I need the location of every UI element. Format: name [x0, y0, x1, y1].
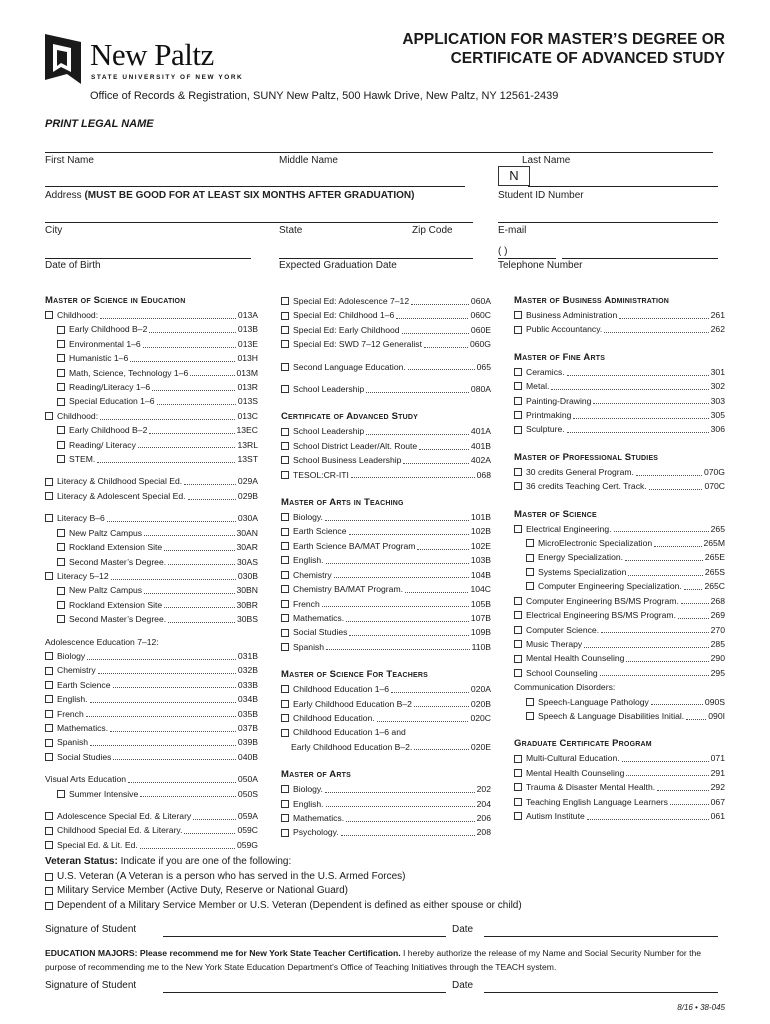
checkbox[interactable]	[514, 783, 522, 791]
checkbox[interactable]	[45, 572, 53, 580]
list-item[interactable]: Adolescence Special Ed. & Literary 059A	[45, 809, 258, 823]
checkbox[interactable]	[45, 681, 53, 689]
checkbox[interactable]	[45, 902, 53, 910]
list-item[interactable]: Second Master’s Degree. 30BS	[45, 612, 258, 626]
section-title: Master of Fine Arts	[514, 351, 606, 363]
checkbox[interactable]	[514, 769, 522, 777]
signature-label: Signature of Student	[45, 924, 137, 935]
list-item[interactable]: Special Education 1–6 013S	[45, 394, 258, 408]
dob-label: Date of Birth	[45, 260, 101, 271]
list-item[interactable]: Rockland Extension Site 30AR	[45, 540, 258, 554]
list-item[interactable]: Mathematics. 037B	[45, 721, 258, 735]
list-item[interactable]: Special Ed: SWD 7–12 Generalist 060G	[281, 337, 491, 351]
list-item[interactable]: Computer Engineering BS/MS Program. 268	[514, 594, 725, 608]
checkbox[interactable]	[526, 568, 534, 576]
list-item[interactable]: French 035B	[45, 707, 258, 721]
new-paltz-logo-mark-icon	[45, 34, 81, 84]
section-title: Graduate Certificate Program	[514, 738, 652, 750]
checkbox[interactable]	[57, 383, 65, 391]
list-item[interactable]: Childhood: 013C	[45, 409, 258, 423]
logo-subtitle: STATE UNIVERSITY OF NEW YORK	[91, 74, 244, 81]
list-item[interactable]: Early Childhood Education B–2 020B	[281, 697, 491, 711]
logo-name: New Paltz	[90, 37, 214, 72]
list-item[interactable]: Special Ed: Early Childhood 060E	[281, 323, 491, 337]
checkbox[interactable]	[281, 629, 289, 637]
checkbox[interactable]	[281, 600, 289, 608]
checkbox[interactable]	[281, 729, 289, 737]
list-item[interactable]: School Leadership 080A	[281, 382, 491, 396]
list-item[interactable]: Printmaking 305	[514, 408, 725, 422]
signature-label-2: Signature of Student	[45, 980, 137, 991]
list-item[interactable]: Childhood: 013A	[45, 308, 258, 322]
list-item[interactable]: Spanish 039B	[45, 735, 258, 749]
checkbox[interactable]	[514, 311, 522, 319]
checkbox[interactable]	[514, 326, 522, 334]
checkbox[interactable]	[514, 812, 522, 820]
list-item[interactable]: Multi-Cultural Education. 071	[514, 751, 725, 765]
checkbox[interactable]	[57, 529, 65, 537]
list-item[interactable]: Computer Engineering Specialization. 265C	[514, 579, 725, 593]
checkbox[interactable]	[57, 615, 65, 623]
checkbox[interactable]	[281, 442, 289, 450]
list-item[interactable]: Biology 031B	[45, 649, 258, 663]
checkbox[interactable]	[45, 841, 53, 849]
column-3	[514, 294, 725, 823]
list-item[interactable]: Reading/Literacy 1–6 013R	[45, 380, 258, 394]
list-item[interactable]: Rockland Extension Site 30BR	[45, 598, 258, 612]
checkbox[interactable]	[281, 585, 289, 593]
checkbox[interactable]	[281, 312, 289, 320]
checkbox[interactable]	[514, 798, 522, 806]
list-item[interactable]: Electrical Engineering BS/MS Program. 269	[514, 608, 725, 622]
checkbox[interactable]	[281, 471, 289, 479]
checkbox[interactable]	[514, 397, 522, 405]
list-item[interactable]: Mathematics. 107B	[281, 611, 491, 625]
checkbox[interactable]	[45, 311, 53, 319]
checkbox[interactable]	[514, 640, 522, 648]
list-item[interactable]: Earth Science 033B	[45, 678, 258, 692]
checkbox[interactable]	[514, 669, 522, 677]
list-item[interactable]: Childhood Education 1–6 and	[281, 725, 491, 739]
checkbox[interactable]	[514, 597, 522, 605]
list-item[interactable]: Trauma & Disaster Mental Health. 292	[514, 780, 725, 794]
date-label: Date	[452, 924, 474, 935]
checkbox[interactable]	[514, 426, 522, 434]
checkbox[interactable]	[45, 667, 53, 675]
signature-line-2[interactable]	[163, 992, 446, 993]
checkbox[interactable]	[281, 428, 289, 436]
checkbox[interactable]	[514, 411, 522, 419]
list-item[interactable]: Speech & Language Disabilities Initial. 090I	[514, 709, 725, 723]
student-id-line[interactable]	[528, 186, 718, 187]
list-item[interactable]: Literacy B–6 030A	[45, 511, 258, 525]
email-label: E-mail	[498, 225, 527, 236]
checkbox[interactable]	[45, 827, 53, 835]
list-item[interactable]: Public Accountancy. 262	[514, 322, 725, 336]
middle-name-label: Middle Name	[279, 155, 338, 166]
checkbox[interactable]	[45, 873, 53, 881]
date-label-2: Date	[452, 980, 474, 991]
checkbox[interactable]	[45, 695, 53, 703]
subsection-label: Adolescence Education 7–12:	[45, 636, 159, 647]
email-line[interactable]	[498, 222, 718, 223]
list-item[interactable]: Electrical Engineering. 265	[514, 522, 725, 536]
grad-date-label: Expected Graduation Date	[279, 260, 397, 271]
checkbox[interactable]	[57, 790, 65, 798]
checkbox[interactable]	[57, 441, 65, 449]
list-item[interactable]: School Business Leadership 402A	[281, 453, 491, 467]
date-line-2[interactable]	[484, 992, 718, 993]
checkbox[interactable]	[526, 554, 534, 562]
list-item[interactable]: Childhood Education 1–6 020A	[281, 682, 491, 696]
list-item[interactable]: Math, Science, Technology 1–6 013M	[45, 366, 258, 380]
list-item[interactable]: Literacy & Childhood Special Ed. 029A	[45, 474, 258, 488]
list-item[interactable]: School Leadership 401A	[281, 424, 491, 438]
list-item[interactable]: Childhood Special Ed. & Literary. 059C	[45, 823, 258, 837]
list-item[interactable]: New Paltz Campus 30AN	[45, 526, 258, 540]
list-item[interactable]: Biology. 101B	[281, 510, 491, 524]
list-item[interactable]: French 105B	[281, 597, 491, 611]
checkbox[interactable]	[281, 456, 289, 464]
checkbox[interactable]	[281, 814, 289, 822]
list-item[interactable]: Business Administration 261	[514, 308, 725, 322]
list-item[interactable]: Humanistic 1–6 013H	[45, 351, 258, 365]
list-item[interactable]: English. 204	[281, 797, 491, 811]
section-title: Master of Business Administration	[514, 295, 670, 306]
list-item[interactable]: Music Therapy 285	[514, 637, 725, 651]
list-item: Early Childhood Education B–2. 020E	[291, 741, 491, 752]
checkbox[interactable]	[281, 542, 289, 550]
state-label: State	[279, 225, 303, 236]
education-majors-statement: EDUCATION MAJORS: Please recommend me for New York State Teacher Certification. I hereby authorize the release of my Name and Social Security Number for the purpose of recommending me to the New York State Education Department's Office of Teaching Initiatives through the TEACH system.	[45, 948, 702, 972]
phone-line[interactable]	[562, 258, 718, 259]
list-item[interactable]: TESOL:CR-ITI 068	[281, 468, 491, 482]
checkbox[interactable]	[281, 326, 289, 334]
checkbox[interactable]	[57, 587, 65, 595]
checkbox[interactable]	[45, 710, 53, 718]
checkbox[interactable]	[526, 712, 534, 720]
list-item[interactable]: Early Childhood B–2 013B	[45, 322, 258, 336]
veteran-heading: Veteran Status: Indicate if you are one of the following:	[45, 856, 292, 867]
checkbox[interactable]	[514, 482, 522, 490]
checkbox[interactable]	[57, 398, 65, 406]
list-item[interactable]: Metal. 302	[514, 379, 725, 393]
list-item[interactable]: Earth Science 102B	[281, 524, 491, 538]
checkbox[interactable]	[281, 643, 289, 651]
city-state-zip-line[interactable]	[45, 222, 473, 223]
list-item[interactable]: English. 103B	[281, 553, 491, 567]
checkbox[interactable]	[526, 582, 534, 590]
checkbox[interactable]	[45, 739, 53, 747]
checkbox[interactable]	[57, 340, 65, 348]
list-item[interactable]: Mathematics. 206	[281, 811, 491, 825]
checkbox[interactable]	[514, 525, 522, 533]
checkbox[interactable]	[281, 714, 289, 722]
phone-area-code: ( )	[498, 246, 508, 257]
checkbox[interactable]	[526, 539, 534, 547]
checkbox[interactable]	[45, 514, 53, 522]
list-item[interactable]: Spanish 110B	[281, 640, 491, 654]
list-item[interactable]: Special Ed: Adolescence 7–12 060A	[281, 294, 491, 308]
dob-line[interactable]	[45, 258, 251, 259]
subsection-label: Communication Disorders:	[514, 682, 616, 693]
section-title: Master of Science For Teachers	[281, 669, 429, 681]
list-item[interactable]: Mental Health Counseling 290	[514, 651, 725, 665]
checkbox[interactable]	[281, 297, 289, 305]
phone-label: Telephone Number	[498, 260, 583, 271]
list-item[interactable]: Special Ed. & Lit. Ed. 059G	[45, 838, 258, 852]
checkbox[interactable]	[514, 368, 522, 376]
address-label: Address (MUST BE GOOD FOR AT LEAST SIX MONTHS AFTER GRADUATION)	[45, 190, 415, 201]
checkbox[interactable]	[514, 655, 522, 663]
checkbox[interactable]	[514, 468, 522, 476]
list-item[interactable]: Special Ed: Childhood 1–6 060C	[281, 308, 491, 322]
list-item[interactable]: Autism Institute 061	[514, 809, 725, 823]
list-item[interactable]: Literacy 5–12 030B	[45, 569, 258, 583]
checkbox[interactable]	[45, 412, 53, 420]
checkbox[interactable]	[57, 558, 65, 566]
list-item[interactable]: Biology. 202	[281, 782, 491, 796]
zip-label: Zip Code	[412, 225, 453, 236]
list-item[interactable]: Childhood Education. 020C	[281, 711, 491, 725]
date-line[interactable]	[484, 936, 718, 937]
list-item[interactable]: School District Leader/Alt. Route 401B	[281, 439, 491, 453]
checkbox[interactable]	[281, 363, 289, 371]
checkbox[interactable]	[281, 829, 289, 837]
checkbox[interactable]	[57, 543, 65, 551]
list-item[interactable]: Reading/ Literacy 13RL	[45, 438, 258, 452]
list-item[interactable]: Painting-Drawing 303	[514, 394, 725, 408]
city-label: City	[45, 225, 63, 236]
section-title: Master of Science	[514, 508, 597, 520]
checkbox[interactable]	[281, 685, 289, 693]
list-item[interactable]: Speech-Language Pathology 090S	[514, 695, 725, 709]
list-item[interactable]: Earth Science BA/MAT Program 102E	[281, 539, 491, 553]
list-item[interactable]: Mental Health Counseling 291	[514, 766, 725, 780]
checkbox[interactable]	[57, 426, 65, 434]
section-title: Certificate of Advanced Study	[281, 411, 418, 423]
section-title: Master of Arts in Teaching	[281, 497, 404, 509]
list-item[interactable]: 36 credits Teaching Cert. Track. 070C	[514, 479, 725, 493]
column-2	[281, 294, 491, 840]
checkbox[interactable]	[45, 887, 53, 895]
section-title: Master of Science in Education	[45, 295, 186, 306]
list-item[interactable]: Social Studies 040B	[45, 750, 258, 764]
first-name-label: First Name	[45, 155, 94, 166]
checkbox[interactable]	[45, 753, 53, 761]
list-item[interactable]: Sculpture. 306	[514, 422, 725, 436]
list-item[interactable]: Early Childhood B–2 13EC	[45, 423, 258, 437]
checkbox[interactable]	[45, 478, 53, 486]
checkbox[interactable]	[57, 354, 65, 362]
list-item[interactable]: Social Studies 109B	[281, 625, 491, 639]
list-item[interactable]: Teaching English Language Learners 067	[514, 795, 725, 809]
list-item[interactable]: Chemistry 032B	[45, 663, 258, 677]
list-item[interactable]: Ceramics. 301	[514, 365, 725, 379]
veteran-status-section	[45, 855, 522, 913]
phone-area-line[interactable]	[498, 258, 556, 259]
signature-line[interactable]	[163, 936, 446, 937]
form-number: 8/16 • 38-045	[677, 1003, 725, 1012]
checkbox[interactable]	[281, 340, 289, 348]
checkbox[interactable]	[57, 369, 65, 377]
list-item: Visual Arts Education 050A	[45, 774, 258, 785]
section-title: Master of Professional Studies	[514, 451, 659, 463]
veteran-option[interactable]: U.S. Veteran (A Veteran is a person who has served in the U.S. Armed Forces)	[45, 870, 522, 885]
list-item[interactable]: Second Master’s Degree. 30AS	[45, 555, 258, 569]
list-item[interactable]: Computer Science. 270	[514, 623, 725, 637]
veteran-option[interactable]: Military Service Member (Active Duty, Reserve or National Guard)	[45, 884, 522, 899]
checkbox[interactable]	[281, 528, 289, 536]
checkbox[interactable]	[526, 698, 534, 706]
checkbox[interactable]	[281, 614, 289, 622]
checkbox[interactable]	[57, 455, 65, 463]
list-item[interactable]: New Paltz Campus 30BN	[45, 583, 258, 597]
address-line[interactable]	[45, 186, 465, 187]
list-item[interactable]: Energy Specialization. 265E	[514, 550, 725, 564]
list-item[interactable]: Chemistry BA/MAT Program. 104C	[281, 582, 491, 596]
list-item[interactable]: Psychology. 208	[281, 825, 491, 839]
student-id-label: Student ID Number	[498, 190, 584, 201]
checkbox[interactable]	[281, 785, 289, 793]
checkbox[interactable]	[281, 571, 289, 579]
name-line[interactable]	[45, 152, 713, 153]
list-item[interactable]: English. 034B	[45, 692, 258, 706]
checkbox[interactable]	[281, 385, 289, 393]
checkbox[interactable]	[514, 611, 522, 619]
veteran-option[interactable]: Dependent of a Military Service Member or U.S. Veteran (Dependent is defined as either spouse or child)	[45, 899, 522, 914]
list-item[interactable]: Environmental 1–6 013E	[45, 337, 258, 351]
list-item[interactable]: Literacy & Adolescent Special Ed. 029B	[45, 489, 258, 503]
section-title: Master of Arts	[281, 769, 351, 781]
list-item[interactable]: Chemistry 104B	[281, 568, 491, 582]
list-item[interactable]: STEM. 13ST	[45, 452, 258, 466]
list-item[interactable]: MicroElectronic Specialization 265M	[514, 536, 725, 550]
checkbox[interactable]	[45, 812, 53, 820]
n-number-box[interactable]: N	[498, 166, 530, 186]
checkbox[interactable]	[514, 382, 522, 390]
list-item[interactable]: Second Language Education. 065	[281, 360, 491, 374]
last-name-label: Last Name	[522, 155, 571, 166]
checkbox[interactable]	[45, 724, 53, 732]
checkbox[interactable]	[281, 800, 289, 808]
checkbox[interactable]	[514, 755, 522, 763]
list-item[interactable]: Summer Intensive 050S	[45, 787, 258, 801]
list-item[interactable]: 30 credits General Program. 070G	[514, 465, 725, 479]
checkbox[interactable]	[281, 556, 289, 564]
checkbox[interactable]	[57, 326, 65, 334]
checkbox[interactable]	[281, 513, 289, 521]
column-1	[45, 294, 258, 852]
checkbox[interactable]	[45, 492, 53, 500]
checkbox[interactable]	[514, 626, 522, 634]
grad-date-line[interactable]	[279, 258, 473, 259]
list-item[interactable]: School Counseling 295	[514, 666, 725, 680]
office-address: Office of Records & Registration, SUNY New Paltz, 500 Hawk Drive, New Paltz, NY 12561-2439	[90, 90, 559, 102]
checkbox[interactable]	[57, 601, 65, 609]
print-legal-name-heading: PRINT LEGAL NAME	[45, 118, 154, 130]
checkbox[interactable]	[45, 652, 53, 660]
list-item[interactable]: Systems Specialization 265S	[514, 565, 725, 579]
checkbox[interactable]	[281, 700, 289, 708]
page-title: APPLICATION FOR MASTER’S DEGREE OR CERTIFICATE OF ADVANCED STUDY	[402, 31, 725, 67]
